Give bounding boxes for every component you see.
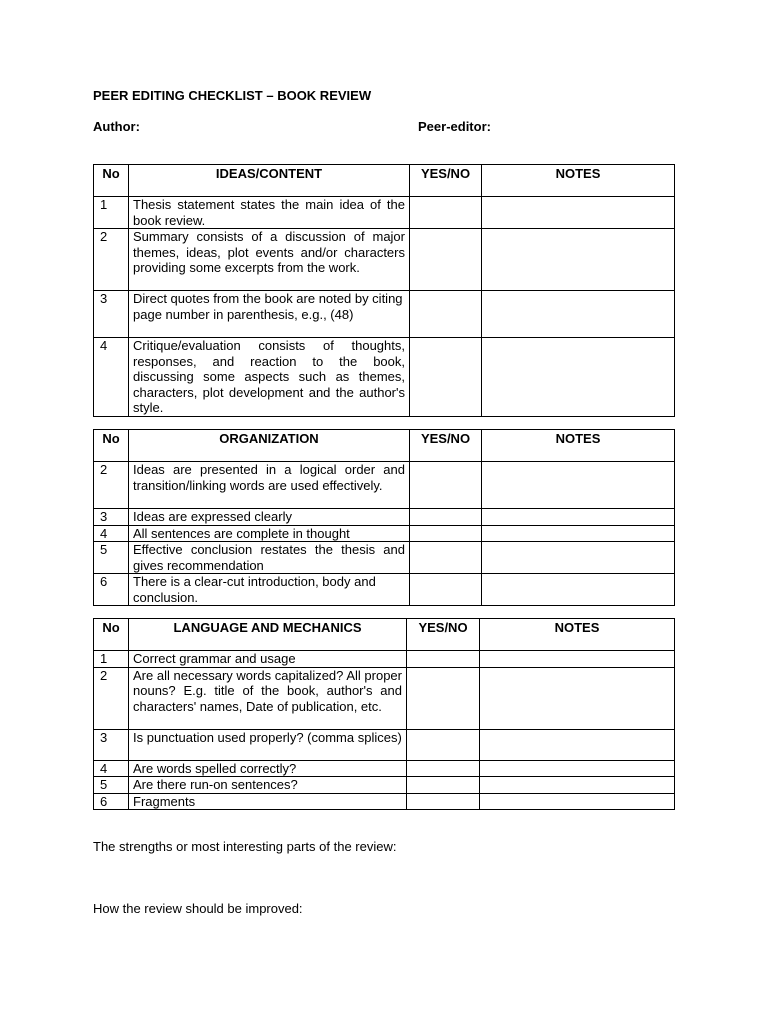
table-row [94, 760, 675, 777]
yesno-cell[interactable] [407, 777, 480, 794]
author-label: Author: [93, 119, 140, 134]
notes-cell[interactable] [480, 760, 675, 777]
row-number: 2 [94, 667, 129, 729]
row-number: 2 [94, 229, 129, 291]
row-number: 1 [94, 651, 129, 668]
notes-cell[interactable] [482, 291, 675, 338]
row-number: 3 [94, 729, 129, 760]
yesno-cell[interactable] [407, 793, 480, 810]
strengths-prompt: The strengths or most interesting parts of the review: [93, 839, 397, 854]
notes-cell[interactable] [480, 651, 675, 668]
table-row [94, 509, 675, 526]
row-criteria: Ideas are expressed clearly [129, 509, 410, 526]
row-criteria: There is a clear-cut introduction, body and conclusion. [129, 574, 410, 606]
ideas-content-table [93, 164, 675, 417]
table-row [94, 197, 675, 229]
row-criteria: All sentences are complete in thought [129, 525, 410, 542]
organization-table [93, 429, 675, 606]
notes-cell[interactable] [482, 197, 675, 229]
notes-cell[interactable] [482, 542, 675, 574]
yesno-cell[interactable] [410, 525, 482, 542]
table-row [94, 729, 675, 760]
language-mechanics-table [93, 618, 675, 810]
table-row [94, 651, 675, 668]
row-number: 5 [94, 777, 129, 794]
yesno-cell[interactable] [407, 729, 480, 760]
row-criteria: Summary consists of a discussion of major themes, ideas, plot events and/or characters providing some excerpts from the work. [129, 229, 410, 291]
table-row [94, 667, 675, 729]
row-criteria: Fragments [129, 793, 407, 810]
row-criteria: Ideas are presented in a logical order and transition/linking words are used effectively. [129, 462, 410, 509]
notes-cell[interactable] [482, 509, 675, 526]
row-number: 5 [94, 542, 129, 574]
table-row [94, 542, 675, 574]
table-row [94, 525, 675, 542]
row-number: 6 [94, 793, 129, 810]
col-notes-header: NOTES [480, 619, 675, 651]
row-number: 4 [94, 525, 129, 542]
row-criteria: Correct grammar and usage [129, 651, 407, 668]
row-criteria: Are there run-on sentences? [129, 777, 407, 794]
table-header-row [94, 430, 675, 462]
notes-cell[interactable] [480, 793, 675, 810]
col-yesno-header: YES/NO [410, 165, 482, 197]
col-criteria-header: IDEAS/CONTENT [129, 165, 410, 197]
row-criteria: Are all necessary words capitalized? All proper nouns? E.g. title of the book, author's and characters' names, Date of publication, etc. [129, 667, 407, 729]
row-criteria: Are words spelled correctly? [129, 760, 407, 777]
table-row [94, 338, 675, 417]
row-number: 4 [94, 338, 129, 417]
row-number: 2 [94, 462, 129, 509]
table-header-row [94, 165, 675, 197]
row-criteria: Is punctuation used properly? (comma splices) [129, 729, 407, 760]
row-criteria: Thesis statement states the main idea of the book review. [129, 197, 410, 229]
yesno-cell[interactable] [410, 291, 482, 338]
table-row [94, 793, 675, 810]
table-header-row [94, 619, 675, 651]
col-no-header: No [94, 619, 129, 651]
document-title: PEER EDITING CHECKLIST – BOOK REVIEW [93, 88, 372, 103]
table-row [94, 574, 675, 606]
table-row [94, 229, 675, 291]
col-notes-header: NOTES [482, 165, 675, 197]
col-yesno-header: YES/NO [410, 430, 482, 462]
row-number: 6 [94, 574, 129, 606]
peer-editor-label: Peer-editor: [418, 119, 491, 134]
table-row [94, 291, 675, 338]
row-number: 3 [94, 509, 129, 526]
yesno-cell[interactable] [410, 509, 482, 526]
row-criteria: Direct quotes from the book are noted by citing page number in parenthesis, e.g., (48) [129, 291, 410, 338]
col-no-header: No [94, 165, 129, 197]
yesno-cell[interactable] [407, 760, 480, 777]
yesno-cell[interactable] [410, 462, 482, 509]
row-criteria: Critique/evaluation consists of thoughts, responses, and reaction to the book, discussing some aspects such as themes, characters, plot development and the author's style. [129, 338, 410, 417]
yesno-cell[interactable] [410, 574, 482, 606]
col-criteria-header: LANGUAGE AND MECHANICS [129, 619, 407, 651]
col-no-header: No [94, 430, 129, 462]
notes-cell[interactable] [480, 729, 675, 760]
yesno-cell[interactable] [410, 338, 482, 417]
row-number: 3 [94, 291, 129, 338]
yesno-cell[interactable] [407, 651, 480, 668]
notes-cell[interactable] [480, 667, 675, 729]
notes-cell[interactable] [482, 229, 675, 291]
row-criteria: Effective conclusion restates the thesis and gives recommendation [129, 542, 410, 574]
notes-cell[interactable] [482, 525, 675, 542]
notes-cell[interactable] [480, 777, 675, 794]
notes-cell[interactable] [482, 462, 675, 509]
table-row [94, 777, 675, 794]
improvements-prompt: How the review should be improved: [93, 901, 303, 916]
table-row [94, 462, 675, 509]
yesno-cell[interactable] [407, 667, 480, 729]
col-criteria-header: ORGANIZATION [129, 430, 410, 462]
row-number: 1 [94, 197, 129, 229]
yesno-cell[interactable] [410, 197, 482, 229]
col-notes-header: NOTES [482, 430, 675, 462]
notes-cell[interactable] [482, 574, 675, 606]
yesno-cell[interactable] [410, 229, 482, 291]
notes-cell[interactable] [482, 338, 675, 417]
yesno-cell[interactable] [410, 542, 482, 574]
row-number: 4 [94, 760, 129, 777]
col-yesno-header: YES/NO [407, 619, 480, 651]
